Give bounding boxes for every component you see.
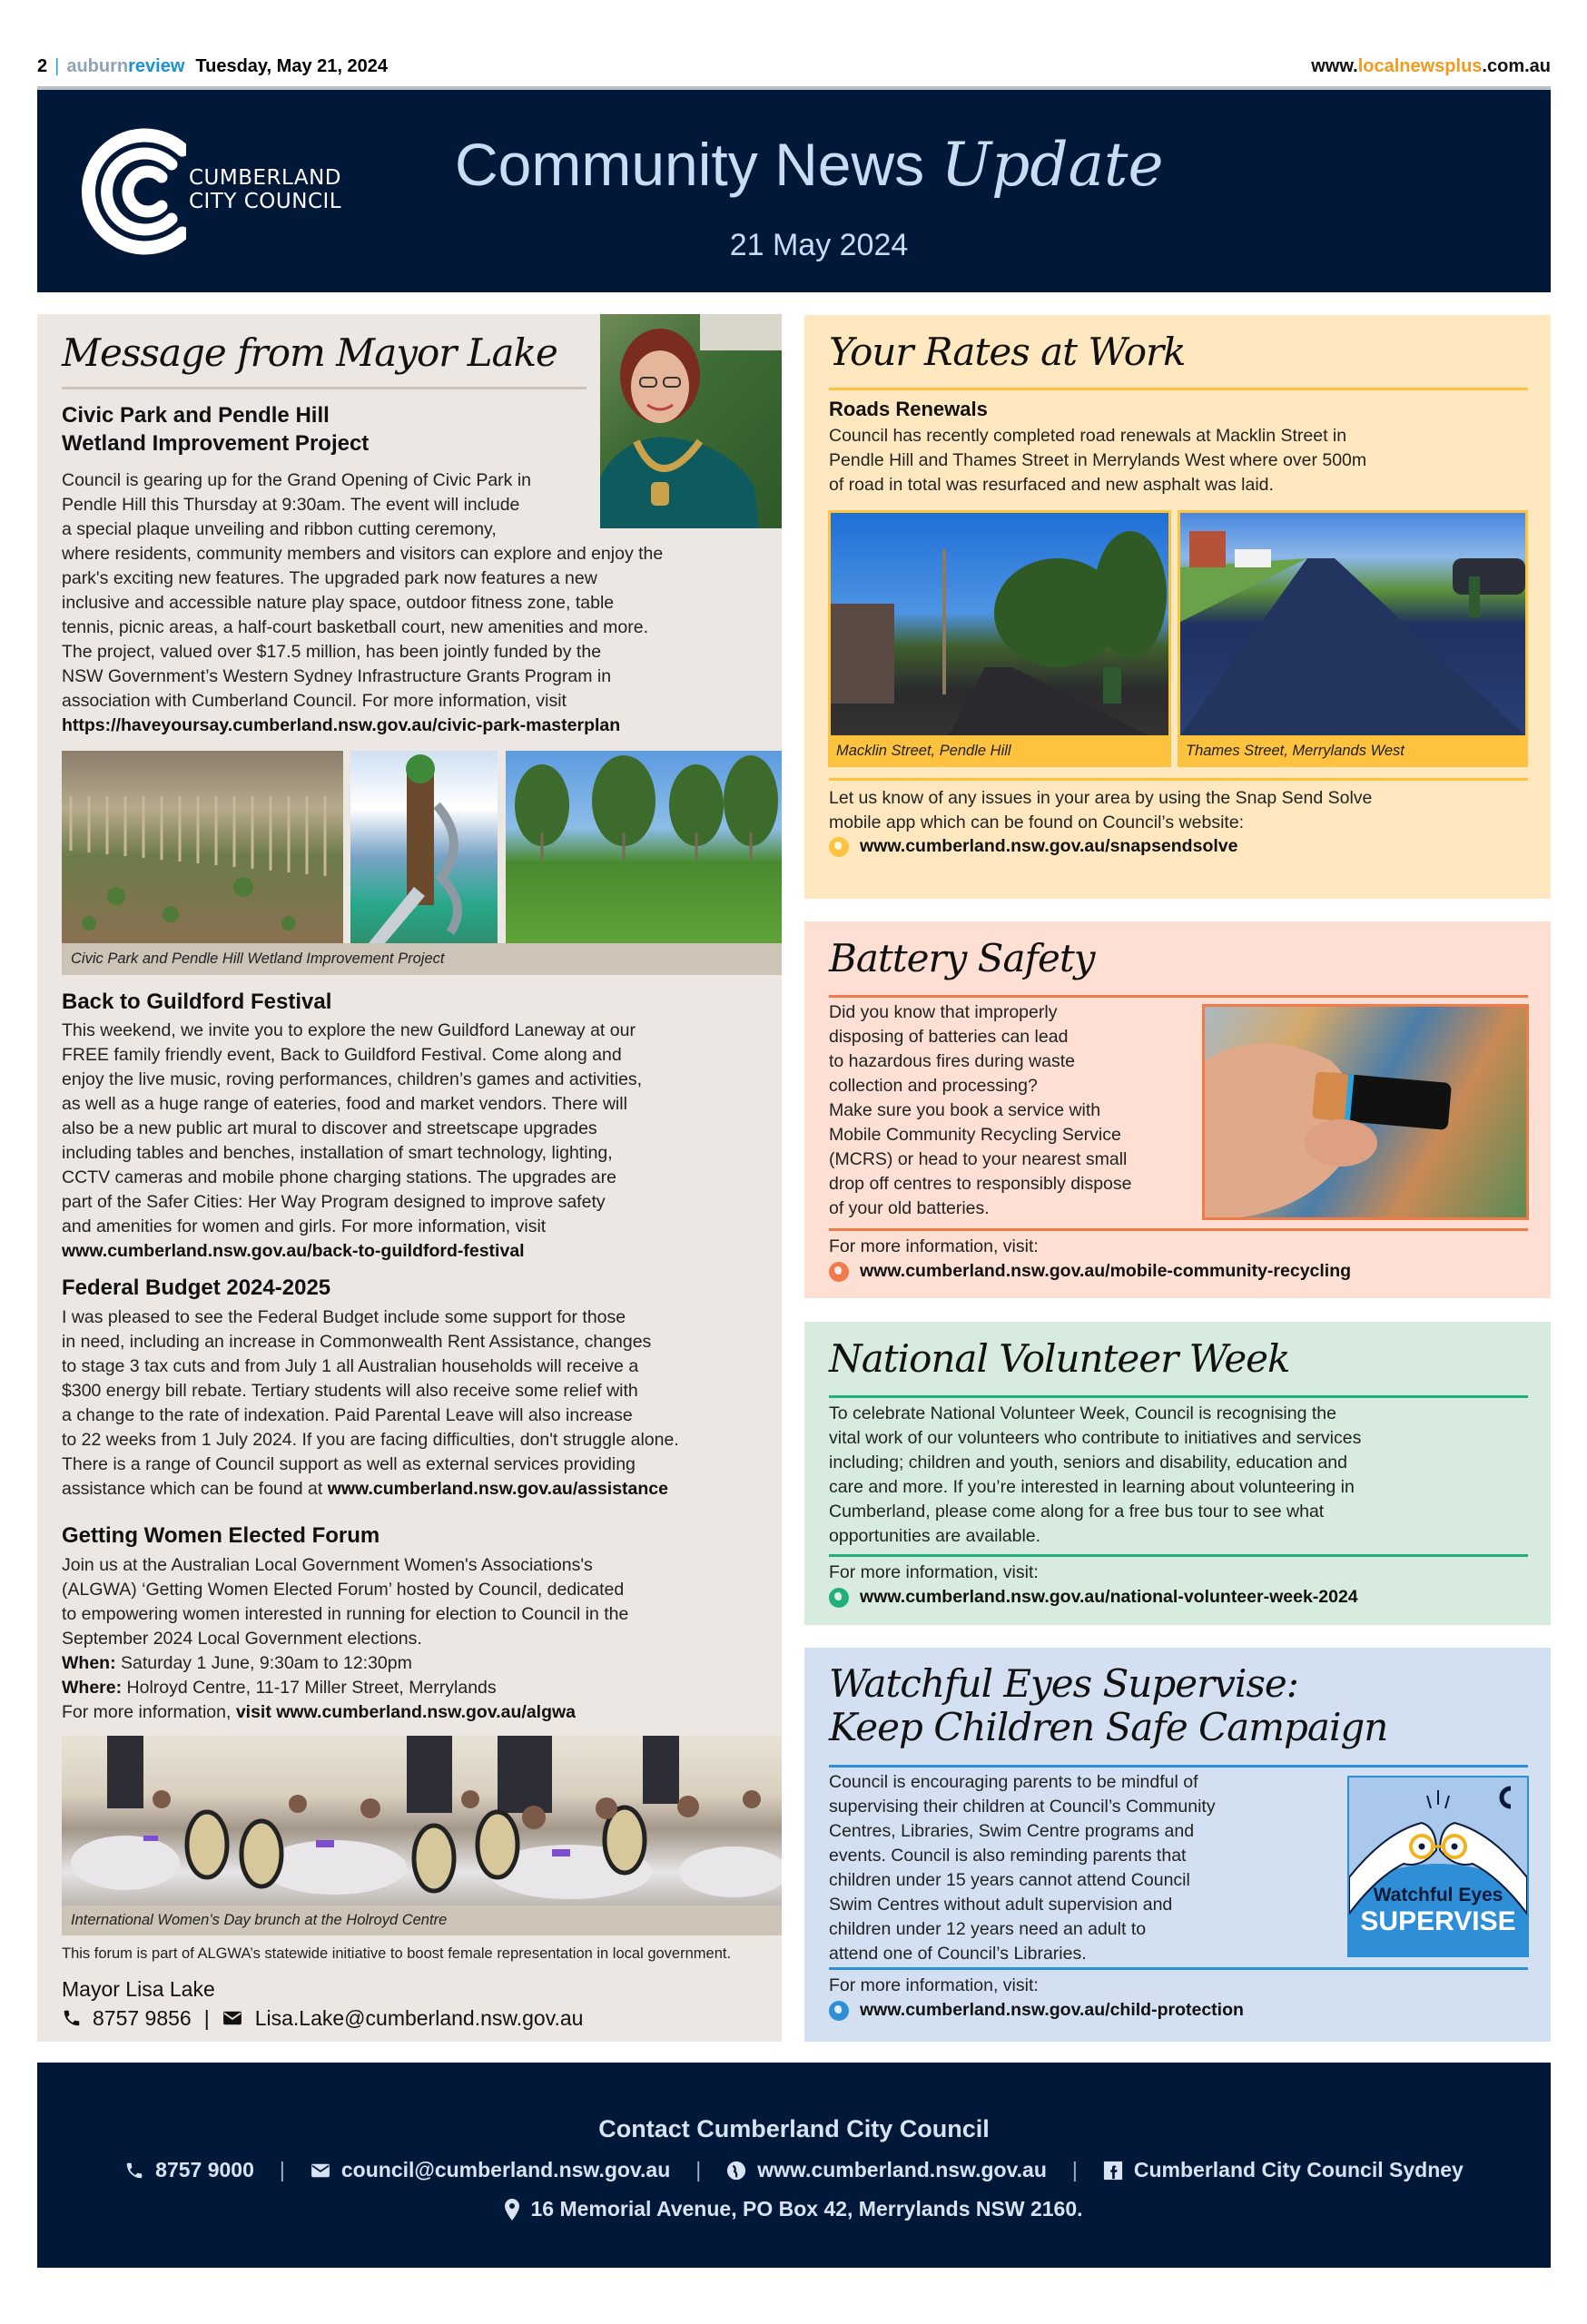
- watchful-line: children under 12 years need an adult to: [829, 1919, 1147, 1939]
- rates-line: Council has recently completed road renewals at Macklin Street in: [829, 426, 1347, 446]
- phone-icon: [62, 2008, 82, 2028]
- civic-line: association with Cumberland Council. For more information, visit: [62, 691, 567, 711]
- volunteer-heading: National Volunteer Week: [829, 1336, 1290, 1381]
- algwa-link[interactable]: visit www.cumberland.nsw.gov.au/algwa: [235, 1702, 577, 1722]
- civic-park-body: [62, 468, 770, 738]
- watchful-heading: [829, 1662, 1387, 1749]
- battery-safety-panel: [804, 921, 1551, 1298]
- facebook-icon: [1103, 2161, 1123, 2181]
- footer-email[interactable]: council@cumberland.nsw.gov.au: [340, 2158, 671, 2181]
- volunteer-body: [829, 1402, 1528, 1549]
- title-italic: Update: [941, 130, 1164, 200]
- email-icon: [222, 2010, 242, 2026]
- battery-line: Make sure you book a service with: [829, 1100, 1101, 1120]
- publication-brand-part1: auburn: [66, 55, 129, 76]
- page-title: [455, 130, 1164, 200]
- battery-line: (MCRS) or head to your nearest small: [829, 1149, 1128, 1169]
- forum-body: [62, 1553, 779, 1725]
- watchful-line: Council is encouraging parents to be mindful of: [829, 1772, 1198, 1792]
- watchful-line: supervising their children at Council’s Community: [829, 1797, 1216, 1817]
- civic-park-photo-playground: [350, 751, 498, 943]
- battery-line: Mobile Community Recycling Service: [829, 1125, 1121, 1145]
- mayor-email[interactable]: Lisa.Lake@cumberland.nsw.gov.au: [254, 2006, 584, 2030]
- guildford-line: including tables and benches, installation of smart technology, lighting,: [62, 1143, 613, 1163]
- guildford-line: FREE family friendly event, Back to Guildford Festival. Come along and: [62, 1045, 622, 1065]
- roads-renewals-heading: Roads Renewals: [829, 398, 988, 420]
- volunteer-line: opportunities are available.: [829, 1526, 1041, 1546]
- rates-heading-rule: [829, 388, 1528, 390]
- watchful-eyes-badge: [1347, 1776, 1529, 1957]
- footer-divider: |: [695, 2158, 702, 2181]
- page-number: 2: [37, 55, 48, 76]
- url-suffix: .com.au: [1482, 55, 1551, 76]
- badge-line-1: Watchful Eyes: [1373, 1885, 1503, 1905]
- budget-line: to stage 3 tax cuts and from July 1 all Australian households will receive a: [62, 1356, 639, 1376]
- budget-line: I was pleased to see the Federal Budget include some support for those: [62, 1307, 626, 1327]
- guildford-line: part of the Safer Cities: Her Way Program designed to improve safety: [62, 1192, 606, 1212]
- forum-line: September 2024 Local Government elections.: [62, 1629, 422, 1649]
- watchful-heading-line-2: Keep Children Safe Campaign: [829, 1705, 1388, 1749]
- footer-address: 16 Memorial Avenue, PO Box 42, Merrylands NSW 2160.: [530, 2197, 1083, 2221]
- womens-day-brunch-photo: [62, 1736, 782, 1905]
- battery-line: of your old batteries.: [829, 1198, 990, 1218]
- battery-heading-rule: [829, 995, 1528, 998]
- forum-more-text: For more information,: [62, 1702, 236, 1722]
- guildford-link[interactable]: www.cumberland.nsw.gov.au/back-to-guildford-festival: [62, 1241, 525, 1261]
- snap-send-solve-body: [829, 786, 1528, 835]
- snap-send-solve-url[interactable]: www.cumberland.nsw.gov.au/snapsendsolve: [860, 836, 1238, 856]
- battery-line: collection and processing?: [829, 1076, 1038, 1096]
- snap-send-solve-link[interactable]: [829, 836, 1237, 857]
- budget-body: [62, 1305, 779, 1502]
- when-value: Saturday 1 June, 9:30am to 12:30pm: [115, 1653, 412, 1673]
- masthead: [37, 54, 1551, 78]
- volunteer-more-text: For more information, visit:: [829, 1562, 1039, 1582]
- civic-line: where residents, community members and visitors can explore and enjoy the: [62, 544, 664, 564]
- hand-holding-battery-illustration: [1205, 1007, 1526, 1217]
- budget-line: to 22 weeks from 1 July 2024. If you are facing difficulties, don't struggle alone.: [62, 1430, 679, 1450]
- volunteer-week-link[interactable]: [829, 1587, 1358, 1608]
- footer-divider: |: [1071, 2158, 1078, 2181]
- where-label: Where:: [62, 1678, 123, 1698]
- civic-line: Pendle Hill this Thursday at 9:30am. The event will include: [62, 495, 520, 515]
- mayor-phone[interactable]: 8757 9856: [93, 2006, 192, 2030]
- forum-line: to empowering women interested in running for election to Council in the: [62, 1604, 629, 1624]
- watchful-body: [829, 1770, 1301, 1966]
- footer-divider: |: [279, 2158, 285, 2181]
- url-highlight: localnewsplus: [1357, 55, 1483, 76]
- globe-icon: [829, 2001, 849, 2021]
- rates-heading: Your Rates at Work: [829, 330, 1186, 374]
- forum-heading: Getting Women Elected Forum: [62, 1523, 380, 1548]
- volunteer-week-panel: [804, 1322, 1551, 1625]
- watchful-line: children under 15 years cannot attend Council: [829, 1870, 1190, 1890]
- assistance-link[interactable]: www.cumberland.nsw.gov.au/assistance: [327, 1479, 668, 1499]
- battery-line: to hazardous fires during waste: [829, 1051, 1075, 1071]
- globe-icon: [829, 837, 849, 857]
- battery-line: drop off centres to responsibly dispose: [829, 1174, 1132, 1194]
- forum-when: [62, 1651, 779, 1676]
- volunteer-line: care and more. If you’re interested in learning about volunteering in: [829, 1477, 1355, 1497]
- civic-line: inclusive and accessible nature play space, outdoor fitness zone, table: [62, 593, 615, 613]
- brunch-caption: International Women’s Day brunch at the Holroyd Centre: [62, 1905, 782, 1935]
- civic-line: a special plaque unveiling and ribbon cutting ceremony,: [62, 519, 497, 539]
- budget-last-line-text: assistance which can be found at: [62, 1479, 328, 1499]
- watchful-line: events. Council is also reminding parents that: [829, 1846, 1187, 1866]
- thames-street-photo-frame: [1178, 510, 1528, 767]
- volunteer-heading-rule: [829, 1395, 1528, 1398]
- header-banner: [37, 90, 1551, 292]
- where-value: Holroyd Centre, 11-17 Miller Street, Merrylands: [122, 1678, 497, 1698]
- battery-photo: [1202, 1004, 1529, 1220]
- guildford-line: also be a new public art mural to discover and streetscape upgrades: [62, 1118, 597, 1138]
- guildford-line: This weekend, we invite you to explore the new Guildford Laneway at our: [62, 1020, 636, 1040]
- volunteer-line: Cumberland, please come along for a free bus tour to see what: [829, 1502, 1325, 1521]
- watchful-heading-rule: [829, 1765, 1528, 1768]
- phone-icon: [124, 2161, 144, 2181]
- badge-line-2: SUPERVISE: [1360, 1906, 1516, 1936]
- guildford-line: CCTV cameras and mobile phone charging stations. The upgrades are: [62, 1167, 616, 1187]
- contact-divider: |: [203, 2006, 210, 2030]
- watchful-line: Swim Centres without adult supervision and: [829, 1895, 1173, 1915]
- contact-footer: [37, 2063, 1551, 2268]
- civic-line: NSW Government’s Western Sydney Infrastructure Grants Program in: [62, 666, 612, 686]
- budget-line: $300 energy bill rebate. Tertiary students will also receive some relief with: [62, 1381, 638, 1401]
- logo-line-2: CITY COUNCIL: [189, 190, 342, 213]
- volunteer-line: To celebrate National Volunteer Week, Council is recognising the: [829, 1403, 1336, 1423]
- mayor-contact: [62, 2004, 583, 2032]
- forum-more: [62, 1700, 779, 1725]
- civic-line: tennis, picnic areas, a half-court basketball court, new amenities and more.: [62, 617, 648, 637]
- civic-park-caption: Civic Park and Pendle Hill Wetland Improvement Project: [62, 943, 782, 975]
- masthead-divider: |: [54, 55, 60, 76]
- mayor-heading: Message from Mayor Lake: [62, 330, 557, 375]
- watchful-eyes-panel: [804, 1648, 1551, 2042]
- budget-line: a change to the rate of indexation. Paid Parental Leave will also increase: [62, 1405, 633, 1425]
- brunch-illustration: [62, 1736, 782, 1905]
- footer-website[interactable]: www.cumberland.nsw.gov.au: [757, 2158, 1047, 2181]
- email-icon: [310, 2162, 330, 2179]
- location-pin-icon: [505, 2199, 519, 2221]
- battery-more-text: For more information, visit:: [829, 1236, 1039, 1256]
- guildford-line: enjoy the live music, roving performances, children’s games and activities,: [62, 1069, 643, 1089]
- publication-brand-part2: review: [128, 55, 185, 76]
- rates-footer-rule: [829, 778, 1528, 781]
- watchful-heading-line-1: Watchful Eyes Supervise:: [829, 1661, 1298, 1706]
- volunteer-line: including; children and youth, seniors and disability, education and: [829, 1452, 1347, 1472]
- battery-line: Did you know that improperly: [829, 1002, 1058, 1022]
- forum-note: This forum is part of ALGWA’s statewide initiative to boost female representation in local government.: [62, 1945, 732, 1962]
- macklin-street-photo-frame: [828, 510, 1171, 767]
- thames-street-illustration: [1180, 513, 1525, 735]
- rates-at-work-panel: [804, 315, 1551, 899]
- civic-line: The project, valued over $17.5 million, has been jointly funded by the: [62, 642, 602, 662]
- footer-title: Contact Cumberland City Council: [598, 2115, 990, 2142]
- budget-last-line: [62, 1477, 779, 1502]
- civic-park-photo-garden: [62, 751, 343, 943]
- rates-line: Pendle Hill and Thames Street in Merrylands West where over 500m: [829, 450, 1367, 470]
- guildford-heading: Back to Guildford Festival: [62, 990, 332, 1014]
- battery-heading: Battery Safety: [829, 936, 1095, 980]
- budget-line: in need, including an increase in Commonwealth Rent Assistance, changes: [62, 1332, 652, 1352]
- volunteer-footer-rule: [829, 1554, 1528, 1557]
- globe-icon: [726, 2161, 746, 2181]
- civic-park-photo-lawn: [506, 751, 782, 943]
- when-label: When:: [62, 1653, 116, 1673]
- mobile-recycling-link[interactable]: [829, 1261, 1351, 1282]
- url-prefix: www.: [1311, 55, 1358, 76]
- budget-line: There is a range of Council support as well as external services providing: [62, 1454, 636, 1474]
- watchful-line: Centres, Libraries, Swim Centre programs and: [829, 1821, 1195, 1841]
- guildford-body: [62, 1019, 770, 1264]
- logo-wordmark: [189, 166, 341, 213]
- footer-address-row: [37, 2197, 1551, 2221]
- volunteer-week-url[interactable]: www.cumberland.nsw.gov.au/national-volunteer-week-2024: [860, 1587, 1358, 1607]
- publication-url[interactable]: [1311, 56, 1551, 77]
- issue-date: Tuesday, May 21, 2024: [195, 55, 388, 76]
- volunteer-line: vital work of our volunteers who contribute to initiatives and services: [829, 1428, 1362, 1448]
- civic-line: Council is gearing up for the Grand Opening of Civic Park in: [62, 470, 532, 490]
- footer-contact-row: [37, 2158, 1551, 2182]
- macklin-street-photo: [831, 513, 1168, 735]
- globe-icon: [829, 1262, 849, 1282]
- watchful-line: attend one of Council’s Libraries.: [829, 1944, 1087, 1964]
- footer-phone[interactable]: 8757 9000: [155, 2158, 254, 2181]
- guildford-line: as well as a huge range of eateries, food and market vendors. There will: [62, 1094, 627, 1114]
- civic-park-link[interactable]: https://haveyoursay.cumberland.nsw.gov.au/civic-park-masterplan: [62, 715, 621, 735]
- banner-date: 21 May 2024: [729, 228, 909, 262]
- fence-illustration: [62, 751, 343, 943]
- thames-street-caption: Thames Street, Merrylands West: [1186, 743, 1405, 759]
- forum-line: (ALGWA) ‘Getting Women Elected Forum’ hosted by Council, dedicated: [62, 1580, 625, 1600]
- civic-park-heading: [62, 401, 369, 458]
- forum-line: Join us at the Australian Local Government Women's Associations's: [62, 1555, 593, 1575]
- mayor-name: Mayor Lisa Lake: [62, 1977, 215, 2001]
- roads-renewals-body: [829, 424, 1528, 497]
- mobile-recycling-url[interactable]: www.cumberland.nsw.gov.au/mobile-community-recycling: [860, 1261, 1352, 1281]
- battery-footer-rule: [829, 1228, 1528, 1231]
- child-protection-url[interactable]: www.cumberland.nsw.gov.au/child-protection: [860, 2000, 1244, 2020]
- logo-line-1: CUMBERLAND: [189, 166, 342, 190]
- guildford-line: and amenities for women and girls. For more information, visit: [62, 1216, 547, 1236]
- trees-illustration: [506, 751, 782, 943]
- rates-footer-line: mobile app which can be found on Council’s website:: [829, 812, 1245, 832]
- mayor-message-panel: [37, 314, 782, 2042]
- macklin-street-illustration: [831, 513, 1168, 735]
- budget-heading: Federal Budget 2024-2025: [62, 1275, 331, 1300]
- footer-facebook[interactable]: Cumberland City Council Sydney: [1133, 2158, 1464, 2181]
- title-regular: Community News: [455, 131, 925, 198]
- watchful-footer-rule: [829, 1967, 1528, 1970]
- watchful-more-text: For more information, visit:: [829, 1975, 1039, 1995]
- child-protection-link[interactable]: [829, 2000, 1244, 2021]
- globe-icon: [829, 1588, 849, 1608]
- forum-where: [62, 1676, 779, 1700]
- macklin-street-caption: Macklin Street, Pendle Hill: [836, 743, 1011, 759]
- rates-line: of road in total was resurfaced and new asphalt was laid.: [829, 475, 1274, 495]
- mayor-heading-rule: [62, 387, 586, 389]
- play-tower-illustration: [350, 751, 498, 943]
- battery-body: [829, 1000, 1192, 1221]
- thames-street-photo: [1180, 513, 1525, 735]
- civic-park-title-line-2: Wetland Improvement Project: [62, 431, 370, 456]
- battery-line: disposing of batteries can lead: [829, 1027, 1069, 1047]
- rates-footer-line: Let us know of any issues in your area by using the Snap Send Solve: [829, 788, 1373, 808]
- civic-park-title-line-1: Civic Park and Pendle Hill: [62, 403, 330, 428]
- civic-line: park's exciting new features. The upgraded park now features a new: [62, 568, 597, 588]
